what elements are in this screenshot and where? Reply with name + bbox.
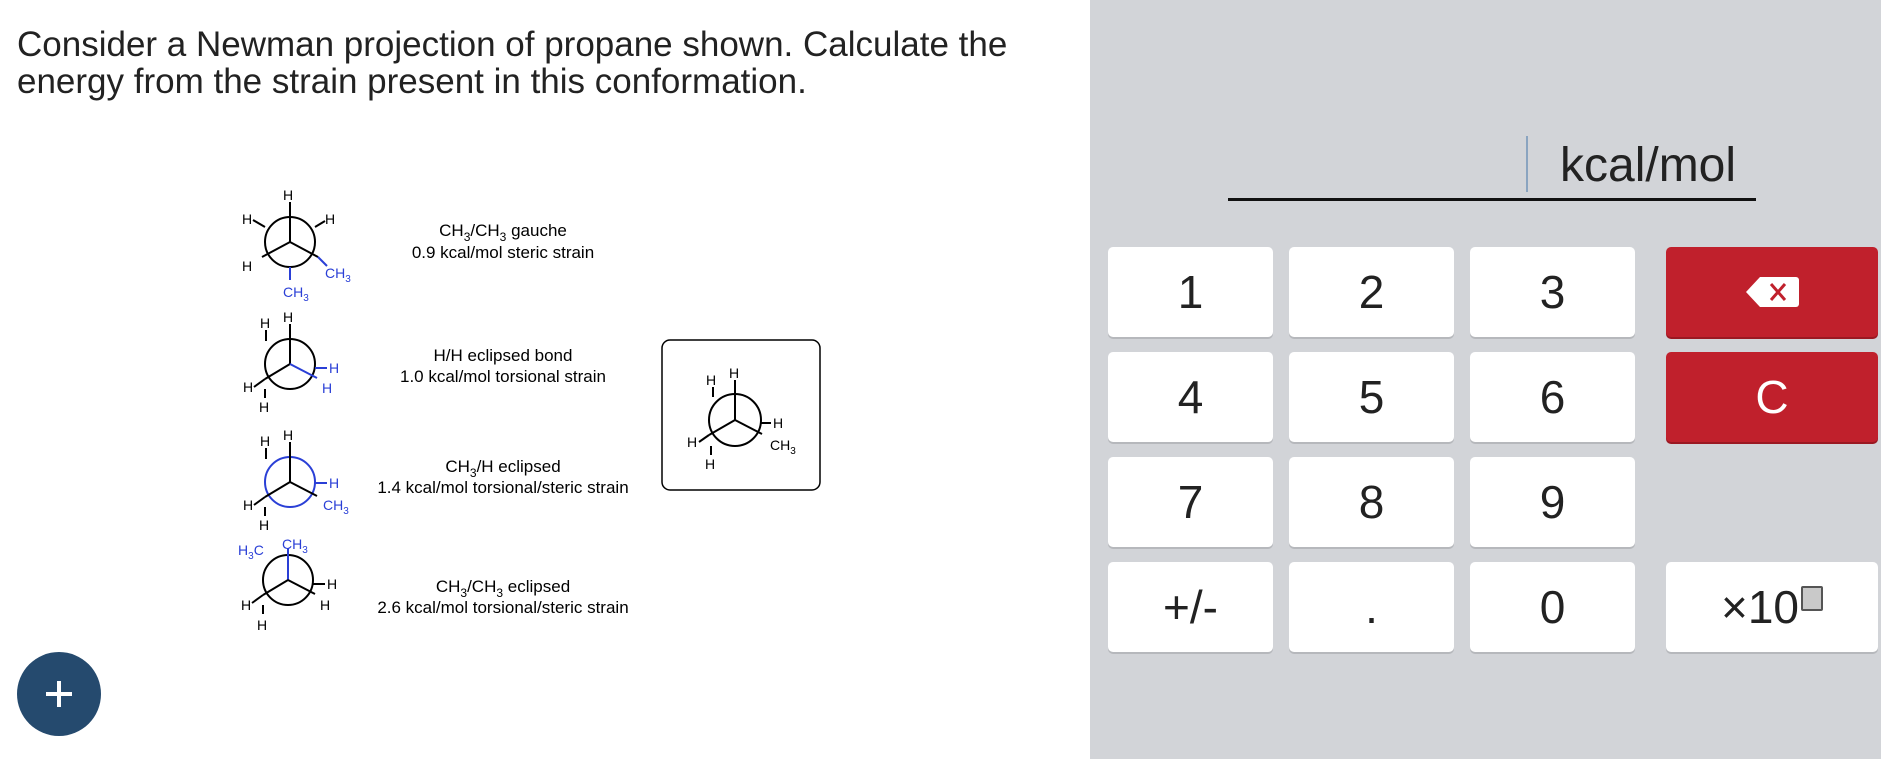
key-0[interactable]: 0 [1470, 562, 1635, 652]
key-7[interactable]: 7 [1108, 457, 1273, 547]
svg-text:H: H [322, 380, 333, 396]
svg-text:H: H [729, 365, 740, 381]
svg-text:CH3: $CH_3$ [770, 437, 796, 457]
svg-text:H: H [257, 617, 268, 633]
svg-text:H: H [283, 427, 294, 443]
strain-hh-energy: 1.0 kcal/mol torsional strain [400, 367, 606, 386]
backspace-button[interactable] [1666, 247, 1878, 337]
backspace-icon [1744, 275, 1800, 309]
key-6[interactable]: 6 [1470, 352, 1635, 442]
answer-unit: kcal/mol [1560, 139, 1737, 192]
svg-text:CH3: $CH_3$ [323, 497, 349, 517]
svg-text:H: H [259, 399, 270, 415]
key-5[interactable]: 5 [1289, 352, 1454, 442]
svg-text:H: H [241, 597, 252, 613]
svg-text:H: H [243, 379, 254, 395]
newman-gauche [242, 187, 351, 304]
svg-text:H3C: $H_3C$ [238, 542, 264, 562]
svg-text:H: H [325, 211, 336, 227]
exponent-button[interactable] [1666, 562, 1878, 652]
clear-button[interactable]: C [1666, 352, 1878, 442]
svg-text:H: H [773, 415, 784, 431]
svg-text:H: H [243, 497, 254, 513]
key-1[interactable]: 1 [1108, 247, 1273, 337]
strain-ch3ch3-energy: 2.6 kcal/mol torsional/steric strain [377, 598, 629, 617]
svg-text:H: H [283, 309, 294, 325]
strain-ch3h-energy: 1.4 kcal/mol torsional/steric strain [377, 478, 629, 497]
svg-text:H: H [706, 372, 717, 388]
svg-text:H: H [242, 258, 253, 274]
svg-text:CH3: $CH_3$ [325, 265, 351, 285]
exponent-label: ×10 [1720, 581, 1800, 633]
key-3[interactable]: 3 [1470, 247, 1635, 337]
key-2[interactable]: 2 [1289, 247, 1454, 337]
key-4[interactable]: 4 [1108, 352, 1273, 442]
strain-gauche-energy: 0.9 kcal/mol steric strain [411, 243, 595, 262]
exponent-placeholder-box [1801, 586, 1823, 611]
svg-text:H: H [329, 360, 340, 376]
target-conformation-box [662, 340, 820, 490]
svg-text:H: H [705, 456, 716, 472]
newman-hh-eclipsed [243, 309, 339, 415]
svg-text:H: H [242, 211, 253, 227]
plus-icon [41, 676, 77, 712]
strain-hh-label: H/H eclipsed bond [433, 346, 573, 365]
svg-text:H: H [260, 433, 271, 449]
key-8[interactable]: 8 [1289, 457, 1454, 547]
sign-toggle-button[interactable]: +/- [1108, 562, 1273, 652]
svg-text:CH3: $CH_3$ [282, 536, 308, 556]
svg-text:H: H [259, 517, 270, 533]
svg-text:H: H [283, 187, 294, 203]
svg-text:H: H [320, 597, 331, 613]
decimal-button[interactable]: . [1289, 562, 1454, 652]
strain-ch3h-label: $CH_3/H$ eclipsed [445, 457, 561, 480]
svg-text:CH3: $CH_3$ [283, 284, 309, 304]
strain-gauche-label: $CH_3/CH_3$ gauche [439, 221, 567, 244]
newman-projection-figure [225, 180, 845, 650]
calculator-panel [1090, 0, 1881, 759]
add-button[interactable] [17, 652, 101, 736]
svg-text:H: H [260, 315, 271, 331]
svg-text:H: H [327, 576, 338, 592]
newman-ch3h-eclipsed [243, 427, 349, 533]
question-text: Consider a Newman projection of propane shown. Calculate the energy from the strain present in this conformation. [17, 25, 1008, 101]
text-caret [1526, 136, 1528, 192]
newman-ch3ch3-eclipsed [238, 536, 337, 633]
svg-text:H: H [687, 434, 698, 450]
strain-ch3ch3-label: $CH_3/CH_3$ eclipsed [435, 577, 571, 600]
key-9[interactable]: 9 [1470, 457, 1635, 547]
answer-input[interactable] [1228, 128, 1756, 201]
svg-text:H: H [329, 475, 340, 491]
